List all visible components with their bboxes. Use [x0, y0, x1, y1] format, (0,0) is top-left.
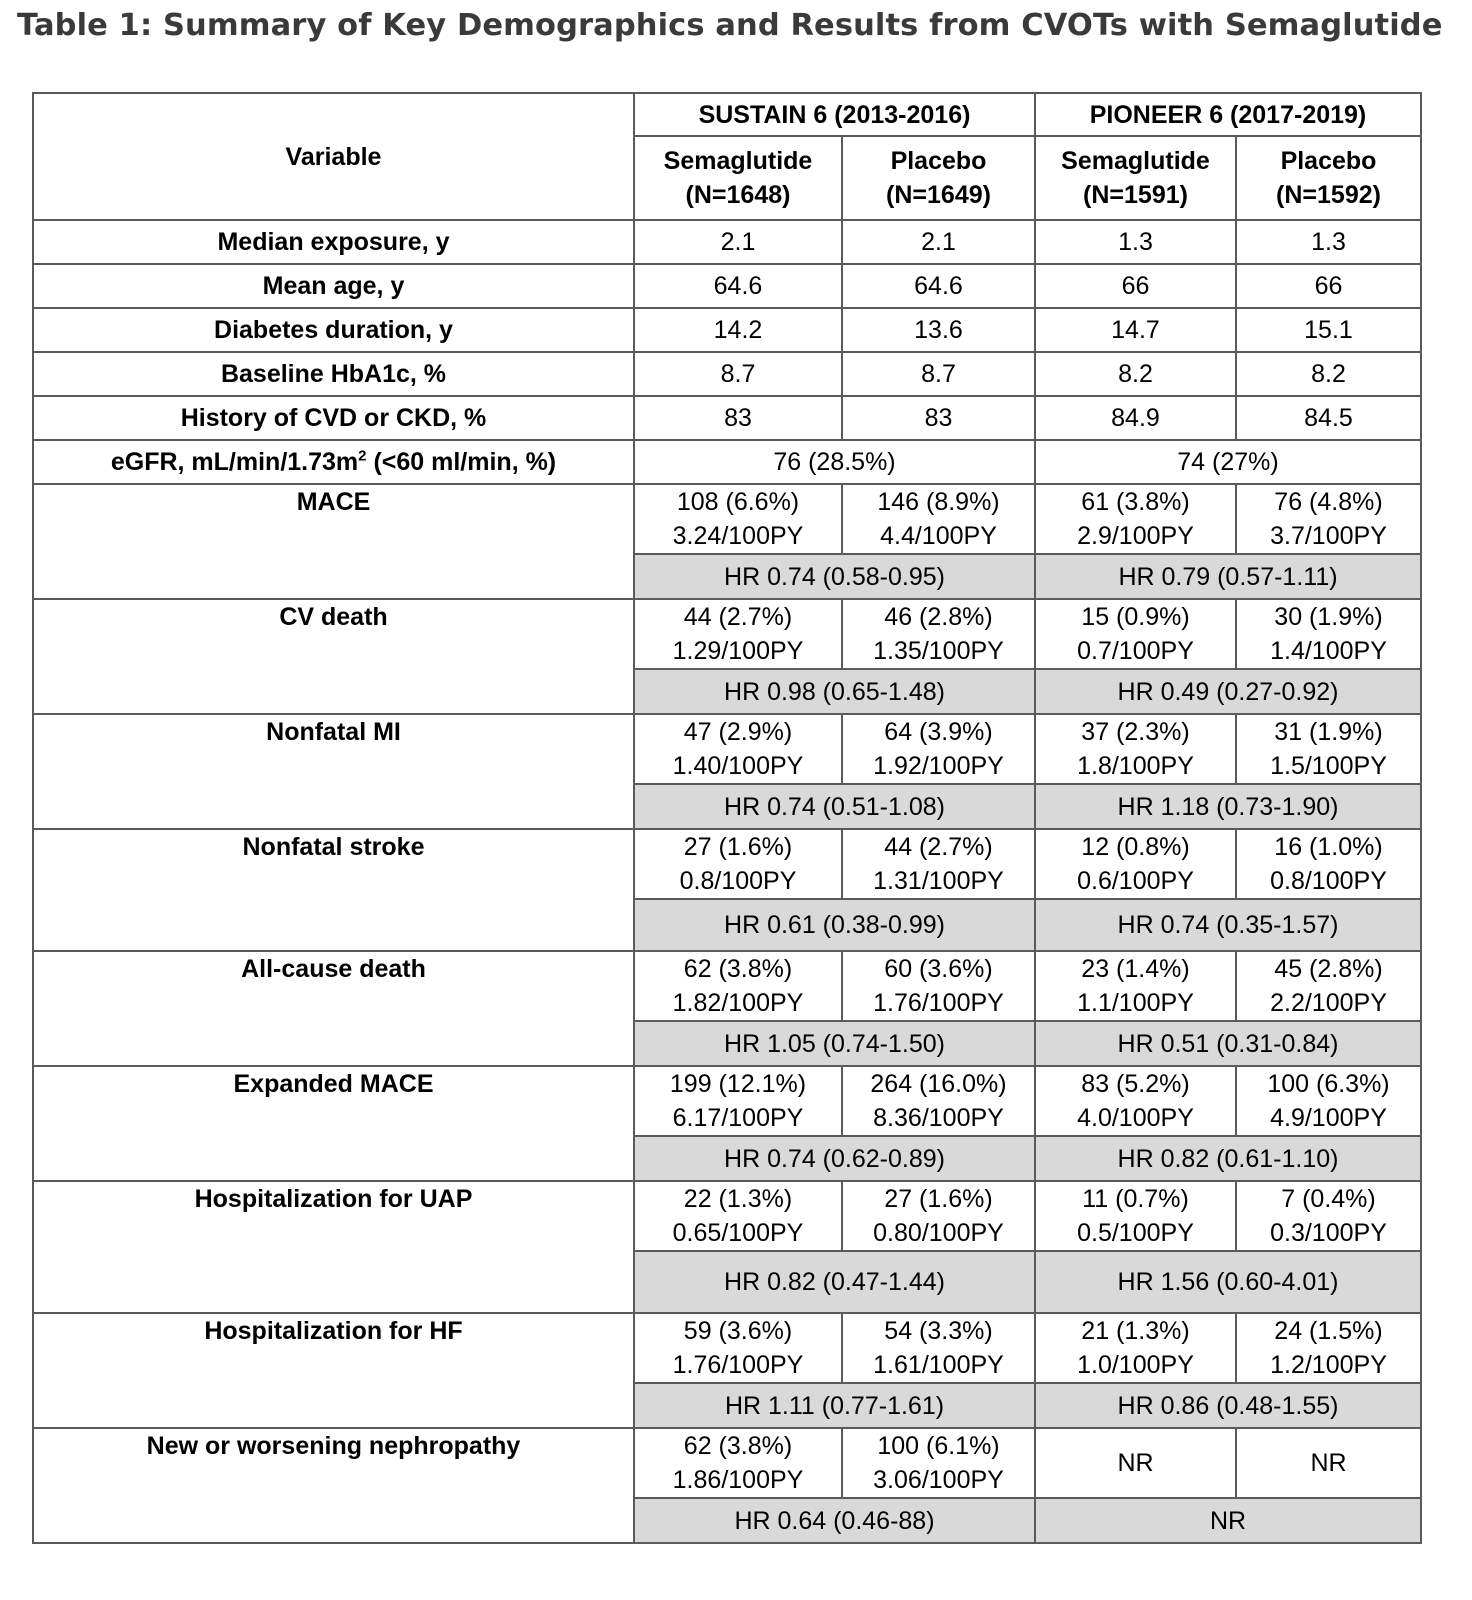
arm-n: (N=1649) — [886, 181, 991, 209]
outcome-cell — [634, 599, 842, 669]
event-count: 22 (1.3%) — [683, 1185, 793, 1213]
event-count: 27 (1.6%) — [884, 1185, 993, 1213]
table-cell: 2.1 — [634, 220, 842, 264]
outcome-row — [33, 484, 1421, 554]
outcome-row — [33, 1313, 1421, 1383]
arm-n: (N=1591) — [1083, 181, 1188, 209]
hazard-ratio-cell: HR 1.05 (0.74-1.50) — [634, 1021, 1035, 1066]
hazard-ratio-cell: HR 0.74 (0.51-1.08) — [634, 784, 1035, 829]
outcome-label: Nonfatal MI — [33, 714, 634, 829]
egfr-label-main: eGFR, mL/min/1.73m — [110, 448, 359, 476]
table-cell: 13.6 — [842, 308, 1035, 352]
event-rate: 1.82/100PY — [672, 989, 804, 1017]
event-count: 24 (1.5%) — [1274, 1317, 1383, 1345]
event-rate: 1.76/100PY — [873, 989, 1004, 1017]
event-rate: 0.80/100PY — [873, 1219, 1004, 1247]
event-count: 44 (2.7%) — [683, 603, 793, 631]
outcome-cell — [1236, 1428, 1421, 1498]
table-cell: 8.2 — [1035, 352, 1236, 396]
outcome-cell — [1035, 1428, 1236, 1498]
event-rate: 6.17/100PY — [672, 1104, 804, 1132]
event-count: 54 (3.3%) — [884, 1317, 993, 1345]
event-count: 45 (2.8%) — [1274, 955, 1383, 983]
hazard-ratio-cell: HR 0.82 (0.61-1.10) — [1035, 1136, 1421, 1181]
event-rate: 0.7/100PY — [1077, 637, 1194, 665]
row-label: Median exposure, y — [33, 220, 634, 264]
outcome-label: Nonfatal stroke — [33, 829, 634, 951]
table-cell: 1.3 — [1236, 220, 1421, 264]
table-cell: 1.3 — [1035, 220, 1236, 264]
row-label — [33, 440, 634, 484]
row-label: Diabetes duration, y — [33, 308, 634, 352]
outcome-cell — [634, 714, 842, 784]
demographics-results-table — [32, 92, 1422, 1544]
event-rate: 2.2/100PY — [1270, 989, 1387, 1017]
outcome-row — [33, 1181, 1421, 1251]
arm-drug: Placebo — [1280, 147, 1377, 175]
outcome-cell — [634, 484, 842, 554]
event-count: 7 (0.4%) — [1281, 1185, 1376, 1213]
outcome-cell — [1236, 1181, 1421, 1251]
table-cell: 84.9 — [1035, 396, 1236, 440]
event-count: NR — [1117, 1449, 1154, 1477]
hazard-ratio-cell: HR 1.56 (0.60-4.01) — [1035, 1251, 1421, 1313]
event-count: NR — [1310, 1449, 1347, 1477]
event-count: 100 (6.1%) — [877, 1432, 1000, 1460]
event-rate: 1.8/100PY — [1077, 752, 1194, 780]
event-rate: 0.8/100PY — [1270, 867, 1387, 895]
event-rate: 0.8/100PY — [679, 867, 797, 895]
outcome-cell — [1236, 1313, 1421, 1383]
table-row — [33, 308, 1421, 352]
hazard-ratio-cell: HR 0.98 (0.65-1.48) — [634, 669, 1035, 714]
outcome-row — [33, 1066, 1421, 1136]
event-count: 60 (3.6%) — [884, 955, 993, 983]
hazard-ratio-cell: NR — [1035, 1498, 1421, 1543]
event-rate: 3.7/100PY — [1270, 522, 1387, 550]
arm-header — [1236, 136, 1421, 220]
row-label: Baseline HbA1c, % — [33, 352, 634, 396]
table-cell: 64.6 — [634, 264, 842, 308]
event-count: 59 (3.6%) — [683, 1317, 793, 1345]
outcome-cell — [842, 951, 1035, 1021]
hazard-ratio-cell: HR 0.74 (0.58-0.95) — [634, 554, 1035, 599]
event-rate: 8.36/100PY — [873, 1104, 1004, 1132]
arm-drug: Semaglutide — [663, 147, 813, 175]
event-rate: 0.3/100PY — [1270, 1219, 1387, 1247]
event-rate: 1.1/100PY — [1077, 989, 1194, 1017]
outcome-row — [33, 1428, 1421, 1498]
event-rate: 4.9/100PY — [1270, 1104, 1387, 1132]
event-rate: 1.29/100PY — [672, 637, 804, 665]
outcome-cell — [1035, 714, 1236, 784]
event-rate: 1.31/100PY — [873, 867, 1004, 895]
row-label: History of CVD or CKD, % — [33, 396, 634, 440]
arm-drug: Placebo — [890, 147, 987, 175]
table-cell: 83 — [842, 396, 1035, 440]
table-cell: 66 — [1035, 264, 1236, 308]
trial-header-pioneer6: PIONEER 6 (2017-2019) — [1035, 93, 1421, 136]
outcome-cell — [1236, 599, 1421, 669]
outcome-label: New or worsening nephropathy — [33, 1428, 634, 1543]
outcome-cell — [1035, 1181, 1236, 1251]
outcome-row — [33, 599, 1421, 669]
event-rate: 0.65/100PY — [672, 1219, 804, 1247]
event-count: 44 (2.7%) — [884, 833, 993, 861]
event-count: 76 (4.8%) — [1274, 488, 1383, 516]
egfr-pioneer6: 74 (27%) — [1035, 440, 1421, 484]
event-count: 46 (2.8%) — [884, 603, 993, 631]
table-cell: 14.7 — [1035, 308, 1236, 352]
event-rate: 1.76/100PY — [672, 1351, 804, 1379]
hazard-ratio-cell: HR 0.79 (0.57-1.11) — [1035, 554, 1421, 599]
outcome-row — [33, 829, 1421, 899]
event-rate: 4.4/100PY — [880, 522, 997, 550]
outcome-cell — [842, 1313, 1035, 1383]
outcome-cell — [634, 1313, 842, 1383]
table-row — [33, 220, 1421, 264]
outcome-cell — [1035, 951, 1236, 1021]
event-count: 30 (1.9%) — [1274, 603, 1383, 631]
event-rate: 2.9/100PY — [1077, 522, 1194, 550]
hazard-ratio-cell: HR 0.86 (0.48-1.55) — [1035, 1383, 1421, 1428]
event-count: 16 (1.0%) — [1274, 833, 1383, 861]
table-row — [33, 396, 1421, 440]
table-cell: 8.7 — [634, 352, 842, 396]
event-count: 37 (2.3%) — [1081, 718, 1190, 746]
event-rate: 1.4/100PY — [1270, 637, 1387, 665]
event-count: 100 (6.3%) — [1267, 1070, 1390, 1098]
hazard-ratio-cell: HR 0.51 (0.31-0.84) — [1035, 1021, 1421, 1066]
variable-header: Variable — [33, 93, 634, 220]
outcome-cell — [1035, 484, 1236, 554]
arm-header — [634, 136, 842, 220]
event-count: 83 (5.2%) — [1081, 1070, 1190, 1098]
event-count: 62 (3.8%) — [683, 1432, 793, 1460]
outcome-cell — [1236, 951, 1421, 1021]
table-title: Table 1: Summary of Key Demographics and Results from CVOTs with Semaglutide — [17, 8, 1443, 43]
outcome-cell — [634, 829, 842, 899]
event-count: 64 (3.9%) — [884, 718, 993, 746]
event-rate: 3.24/100PY — [672, 522, 804, 550]
table-cell: 8.7 — [842, 352, 1035, 396]
arm-header — [842, 136, 1035, 220]
table-cell: 83 — [634, 396, 842, 440]
egfr-sustain6: 76 (28.5%) — [634, 440, 1035, 484]
outcome-cell — [634, 1181, 842, 1251]
table-row — [33, 264, 1421, 308]
event-count: 61 (3.8%) — [1081, 488, 1190, 516]
event-rate: 1.92/100PY — [873, 752, 1004, 780]
outcome-label: Hospitalization for UAP — [33, 1181, 634, 1313]
hazard-ratio-cell: HR 1.18 (0.73-1.90) — [1035, 784, 1421, 829]
outcome-cell — [634, 1066, 842, 1136]
arm-header — [1035, 136, 1236, 220]
outcome-cell — [1035, 1066, 1236, 1136]
event-count: 15 (0.9%) — [1081, 603, 1190, 631]
table-cell: 66 — [1236, 264, 1421, 308]
event-rate: 0.6/100PY — [1077, 867, 1194, 895]
outcome-cell — [634, 951, 842, 1021]
event-count: 12 (0.8%) — [1081, 833, 1190, 861]
hazard-ratio-cell: HR 0.49 (0.27-0.92) — [1035, 669, 1421, 714]
table-cell: 15.1 — [1236, 308, 1421, 352]
event-count: 11 (0.7%) — [1082, 1185, 1189, 1213]
table-cell: 8.2 — [1236, 352, 1421, 396]
trial-header-sustain6: SUSTAIN 6 (2013-2016) — [634, 93, 1035, 136]
hazard-ratio-cell: HR 1.11 (0.77-1.61) — [634, 1383, 1035, 1428]
event-rate: 1.2/100PY — [1270, 1351, 1387, 1379]
outcome-row — [33, 951, 1421, 1021]
event-rate: 1.0/100PY — [1077, 1351, 1194, 1379]
event-count: 21 (1.3%) — [1081, 1317, 1190, 1345]
event-count: 47 (2.9%) — [683, 718, 793, 746]
event-count: 264 (16.0%) — [870, 1070, 1007, 1098]
table-row — [33, 440, 1421, 484]
event-count: 31 (1.9%) — [1274, 718, 1383, 746]
outcome-cell — [842, 1181, 1035, 1251]
row-label: Mean age, y — [33, 264, 634, 308]
outcome-cell — [842, 714, 1035, 784]
outcome-cell — [1035, 1313, 1236, 1383]
arm-n: (N=1592) — [1276, 181, 1381, 209]
hazard-ratio-cell: HR 0.64 (0.46-88) — [634, 1498, 1035, 1543]
outcome-cell — [1236, 714, 1421, 784]
hazard-ratio-cell: HR 0.74 (0.35-1.57) — [1035, 899, 1421, 951]
outcome-cell — [1035, 599, 1236, 669]
outcome-cell — [1236, 484, 1421, 554]
event-count: 62 (3.8%) — [683, 955, 793, 983]
hazard-ratio-cell: HR 0.82 (0.47-1.44) — [634, 1251, 1035, 1313]
event-rate: 1.61/100PY — [873, 1351, 1004, 1379]
event-count: 199 (12.1%) — [669, 1070, 807, 1098]
outcome-cell — [842, 484, 1035, 554]
event-rate: 4.0/100PY — [1077, 1104, 1194, 1132]
table-row — [33, 352, 1421, 396]
table-cell: 64.6 — [842, 264, 1035, 308]
event-rate: 1.5/100PY — [1270, 752, 1387, 780]
outcome-label: CV death — [33, 599, 634, 714]
event-rate: 1.35/100PY — [873, 637, 1004, 665]
event-rate: 0.5/100PY — [1077, 1219, 1194, 1247]
outcome-label: All-cause death — [33, 951, 634, 1066]
outcome-cell — [842, 829, 1035, 899]
event-count: 23 (1.4%) — [1081, 955, 1190, 983]
outcome-label: Hospitalization for HF — [33, 1313, 634, 1428]
outcome-cell — [1236, 829, 1421, 899]
outcome-cell — [634, 1428, 842, 1498]
event-count: 108 (6.6%) — [676, 488, 800, 516]
table-cell: 2.1 — [842, 220, 1035, 264]
outcome-cell — [1236, 1066, 1421, 1136]
outcome-row — [33, 714, 1421, 784]
egfr-label-tail: (<60 ml/min, %) — [366, 448, 557, 476]
outcome-label: MACE — [33, 484, 634, 599]
outcome-cell — [842, 1428, 1035, 1498]
event-count: 27 (1.6%) — [683, 833, 793, 861]
hazard-ratio-cell: HR 0.74 (0.62-0.89) — [634, 1136, 1035, 1181]
outcome-cell — [1035, 829, 1236, 899]
outcome-label: Expanded MACE — [33, 1066, 634, 1181]
event-count: 146 (8.9%) — [877, 488, 1000, 516]
outcome-cell — [842, 599, 1035, 669]
hazard-ratio-cell: HR 0.61 (0.38-0.99) — [634, 899, 1035, 951]
arm-drug: Semaglutide — [1061, 147, 1210, 175]
event-rate: 3.06/100PY — [873, 1466, 1004, 1494]
table-cell: 14.2 — [634, 308, 842, 352]
egfr-label-sup: 2 — [358, 447, 367, 465]
event-rate: 1.40/100PY — [672, 752, 804, 780]
outcome-cell — [842, 1066, 1035, 1136]
event-rate: 1.86/100PY — [672, 1466, 804, 1494]
arm-n: (N=1648) — [685, 181, 791, 209]
table-cell: 84.5 — [1236, 396, 1421, 440]
